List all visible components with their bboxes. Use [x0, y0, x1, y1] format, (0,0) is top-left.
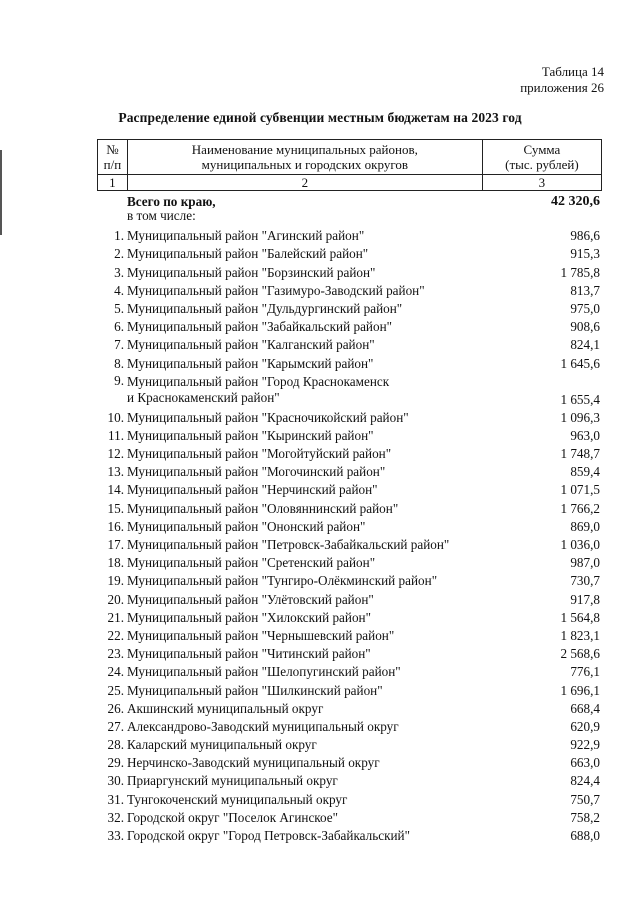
table-row	[97, 809, 602, 827]
row-number: 33.	[107, 828, 124, 843]
row-sum: 859,4	[570, 464, 600, 480]
header-number-label: № п/п	[103, 142, 122, 172]
row-number: 23.	[107, 646, 124, 662]
table-number: Таблица 14	[541, 64, 604, 79]
row-number: 11.	[108, 427, 124, 443]
row-sum: 620,9	[570, 718, 600, 734]
table-row	[97, 300, 602, 318]
row-sum: 688,0	[570, 828, 600, 843]
row-number: 9.	[114, 372, 124, 388]
row-name: Нерчинско-Заводский муниципальный округ	[127, 755, 380, 771]
table-row	[97, 572, 602, 590]
table-row	[97, 718, 602, 736]
row-name: Муниципальный район "Калганский район"	[127, 337, 375, 353]
table-row	[97, 427, 602, 445]
row-number: 28.	[107, 737, 124, 753]
table-row	[97, 445, 602, 463]
row-sum: 869,0	[570, 518, 600, 534]
total-value: 42 320,6	[551, 194, 600, 209]
row-number: 32.	[107, 809, 124, 825]
row-name: Муниципальный район "Борзинский район"	[127, 264, 376, 280]
column-index-1: 1	[98, 175, 128, 191]
table-row	[97, 554, 602, 572]
table-row	[97, 754, 602, 772]
row-name: Муниципальный район "Хилокский район"	[127, 609, 371, 625]
row-name: Муниципальный район "Шилкинский район"	[127, 682, 383, 698]
table-row	[97, 609, 602, 627]
row-name: Муниципальный район "Сретенский район"	[127, 555, 376, 571]
header-name-col	[127, 140, 482, 175]
row-sum: 2 568,6	[560, 646, 600, 662]
table-row	[97, 264, 602, 282]
table-row	[97, 791, 602, 809]
margin-mark	[0, 150, 2, 235]
row-name: Муниципальный район "Могочинский район"	[127, 464, 386, 480]
table-row	[97, 282, 602, 300]
row-sum: 1 036,0	[560, 537, 600, 552]
table-row	[97, 772, 602, 790]
row-sum: 668,4	[570, 700, 600, 716]
row-name: Городской округ "Город Петровск-Забайкальский"	[127, 828, 410, 843]
row-sum: 1 696,1	[560, 682, 600, 698]
table-row	[97, 736, 602, 754]
row-name: Муниципальный район "Газимуро-Заводский район"	[127, 282, 425, 298]
table-row	[97, 336, 602, 354]
row-name: Муниципальный район "Чернышевский район"	[127, 627, 395, 643]
row-sum: 908,6	[570, 319, 600, 335]
row-name: Муниципальный район "Могойтуйский район"	[127, 446, 392, 462]
row-name: Муниципальный район "Ононский район"	[127, 518, 366, 534]
table-row	[97, 500, 602, 518]
row-sum: 663,0	[570, 755, 600, 771]
row-number: 21.	[107, 609, 124, 625]
header-name-label: Наименование муниципальных районов, муниципальных и городских округов	[191, 142, 418, 172]
table-body	[97, 193, 602, 845]
table-row	[97, 645, 602, 663]
row-sum: 1 823,1	[560, 627, 600, 643]
table-header	[97, 139, 602, 191]
row-name: Муниципальный район "Кыринский район"	[127, 427, 374, 443]
table-row	[97, 700, 602, 718]
row-sum: 917,8	[570, 591, 600, 607]
row-sum: 986,6	[570, 228, 600, 244]
row-number: 25.	[107, 682, 124, 698]
row-number: 3.	[114, 264, 124, 280]
row-number: 12.	[107, 446, 124, 462]
row-name: Муниципальный район "Карымский район"	[127, 355, 374, 371]
row-name: Муниципальный район "Тунгиро-Олёкминский район"	[127, 573, 438, 589]
row-name: Акшинский муниципальный округ	[127, 700, 324, 716]
row-sum: 730,7	[570, 573, 600, 589]
row-name: Каларский муниципальный округ	[127, 737, 317, 753]
row-number: 6.	[114, 319, 124, 335]
row-sum: 1 655,4	[560, 391, 600, 407]
table-row	[97, 355, 602, 373]
header-number-col	[98, 140, 128, 175]
row-name: Муниципальный район "Забайкальский район"	[127, 319, 393, 335]
row-name: Приаргунский муниципальный округ	[127, 773, 338, 789]
including-label: в том числе:	[127, 208, 196, 224]
row-number: 18.	[107, 555, 124, 571]
row-sum: 758,2	[570, 809, 600, 825]
row-number: 17.	[107, 537, 124, 552]
table-row	[97, 627, 602, 645]
row-sum: 813,7	[570, 282, 600, 298]
row-sum: 776,1	[570, 664, 600, 680]
table-row	[97, 227, 602, 245]
table-row	[97, 373, 602, 409]
row-number: 2.	[114, 246, 124, 262]
row-number: 22.	[107, 627, 124, 643]
row-name: Муниципальный район "Балейский район"	[127, 246, 369, 262]
row-name: Муниципальный район "Дульдургинский район"	[127, 300, 403, 316]
header-sum-label: Сумма (тыс. рублей)	[505, 142, 579, 172]
row-name: Городской округ "Поселок Агинское"	[127, 809, 339, 825]
row-number: 1.	[114, 228, 124, 244]
table-row	[97, 682, 602, 700]
row-sum: 750,7	[570, 791, 600, 807]
table-row	[97, 409, 602, 427]
total-label: Всего по краю,	[127, 194, 216, 209]
row-number: 13.	[107, 464, 124, 480]
row-name: Александрово-Заводский муниципальный округ	[127, 718, 399, 734]
row-number: 5.	[114, 300, 124, 316]
row-number: 16.	[107, 518, 124, 534]
row-name: Муниципальный район "Улётовский район"	[127, 591, 374, 607]
row-name: Муниципальный район "Красночикойский район"	[127, 409, 409, 425]
row-number: 26.	[107, 700, 124, 716]
row-name: Муниципальный район "Агинский район"	[127, 228, 365, 244]
row-sum: 824,1	[570, 337, 600, 353]
table-row	[97, 591, 602, 609]
row-number: 24.	[107, 664, 124, 680]
table-row	[97, 245, 602, 263]
row-number: 30.	[107, 773, 124, 789]
row-sum: 987,0	[570, 555, 600, 571]
row-number: 29.	[107, 755, 124, 771]
row-number: 19.	[107, 573, 124, 589]
row-name: Муниципальный район "Шелопугинский район"	[127, 664, 401, 680]
table-row	[97, 481, 602, 499]
row-number: 10.	[107, 409, 124, 425]
column-index-2: 2	[127, 175, 482, 191]
row-sum: 1 785,8	[560, 264, 600, 280]
table-reference	[520, 64, 604, 96]
row-sum: 975,0	[570, 300, 600, 316]
row-name: Муниципальный район "Город Краснокаменск и Краснокаменский район"	[127, 373, 390, 405]
row-name: Муниципальный район "Петровск-Забайкальский район"	[127, 537, 450, 552]
table-row	[97, 663, 602, 681]
table-row	[97, 463, 602, 481]
table-row	[97, 518, 602, 536]
row-name: Муниципальный район "Читинский район"	[127, 646, 371, 662]
row-sum: 1 564,8	[560, 609, 600, 625]
column-index-3: 3	[482, 175, 601, 191]
row-number: 20.	[107, 591, 124, 607]
row-name: Муниципальный район "Оловяннинский район"	[127, 500, 399, 516]
row-sum: 1 096,3	[560, 409, 600, 425]
table-row	[97, 536, 602, 554]
appendix-number: приложения 26	[520, 80, 604, 95]
row-sum: 1 766,2	[560, 500, 600, 516]
row-number: 31.	[107, 791, 124, 807]
row-sum: 963,0	[570, 427, 600, 443]
row-number: 8.	[114, 355, 124, 371]
row-number: 15.	[107, 500, 124, 516]
row-sum: 824,4	[570, 773, 600, 789]
row-number: 14.	[107, 482, 124, 498]
row-sum: 922,9	[570, 737, 600, 753]
row-sum: 1 071,5	[560, 482, 600, 498]
row-number: 7.	[114, 337, 124, 353]
row-name: Тунгокоченский муниципальный округ	[127, 791, 348, 807]
row-sum: 1 748,7	[560, 446, 600, 462]
row-number: 27.	[107, 718, 124, 734]
row-sum: 915,3	[570, 246, 600, 262]
document-title: Распределение единой субвенции местным бюджетам на 2023 год	[118, 110, 522, 125]
row-number: 4.	[114, 282, 124, 298]
row-name: Муниципальный район "Нерчинский район"	[127, 482, 378, 498]
table-row	[97, 827, 602, 845]
header-sum-col	[482, 140, 601, 175]
table-row	[97, 318, 602, 336]
including-row	[97, 208, 602, 227]
row-sum: 1 645,6	[560, 355, 600, 371]
